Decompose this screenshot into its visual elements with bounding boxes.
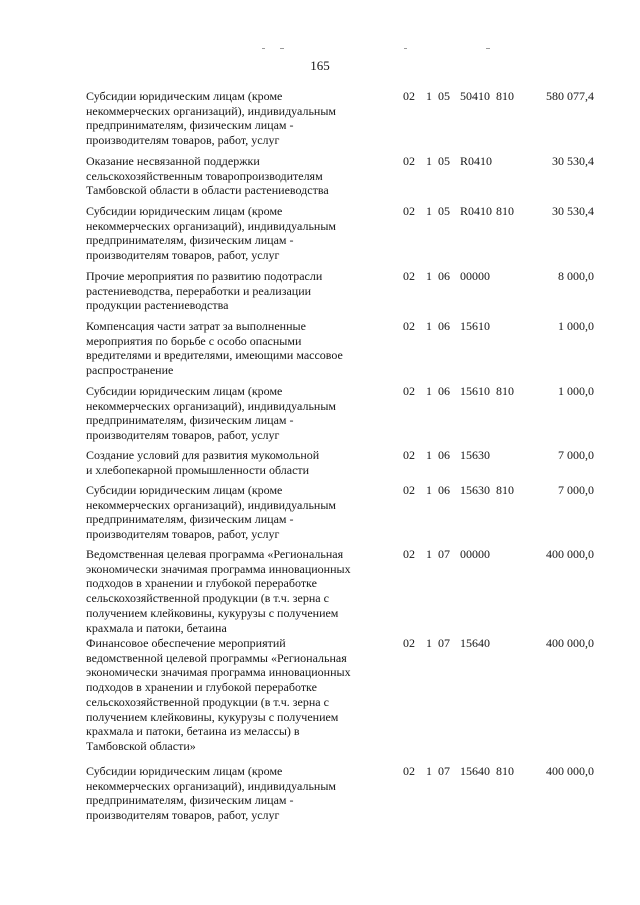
article-code: 00000 (460, 547, 490, 561)
section-code: 02 (403, 636, 415, 650)
section-code: 02 (403, 319, 415, 333)
program-code: 06 (438, 448, 450, 462)
program-code: 07 (438, 547, 450, 561)
description-line: ведомственной целевой программы «Региональная (86, 650, 347, 665)
section-code: 02 (403, 384, 415, 398)
subsection-code: 1 (426, 154, 432, 168)
section-code: 02 (403, 764, 415, 778)
description-line: Создание условий для развития мукомольной (86, 448, 320, 462)
description-line: Ведомственная целевая программа «Региональная (86, 547, 344, 561)
description-line: подходов в хранении и глубокой переработке (86, 576, 317, 591)
program-code: 07 (438, 636, 450, 650)
description-line: Прочие мероприятия по развитию подотрасли (86, 269, 323, 283)
article-code: R0410 (460, 204, 493, 218)
program-code: 07 (438, 764, 450, 778)
description-line: Оказание несвязанной поддержки (86, 154, 260, 168)
description-line: некоммерческих организаций), индивидуальным (86, 497, 336, 512)
description-line: производителям товаров, работ, услуг (86, 527, 280, 542)
description-line: предпринимателям, физическим лицам - (86, 118, 294, 133)
description-line: Тамбовской области в области растениеводства (86, 183, 329, 198)
description-line: крахмала и патоки, бетаина (86, 620, 227, 635)
description-line: получением клейковины, кукурузы с получением (86, 709, 339, 724)
description-line: предпринимателям, физическим лицам - (86, 793, 294, 808)
row-description (86, 269, 386, 313)
description-line: мероприятия по борьбе с особо опасными (86, 333, 302, 348)
row-description (86, 204, 386, 263)
subsection-code: 1 (426, 636, 432, 650)
expense-type-code: 810 (496, 764, 514, 778)
description-line: Субсидии юридическим лицам (кроме (86, 89, 283, 103)
page-number: 165 (310, 58, 330, 73)
description-line: сельскохозяйственным товаропроизводителям (86, 168, 323, 183)
scan-speck (262, 48, 265, 49)
article-code: 15640 (460, 764, 490, 778)
description-line: производителям товаров, работ, услуг (86, 248, 280, 263)
amount: 400 000,0 (546, 547, 594, 561)
program-code: 05 (438, 89, 450, 103)
description-line: предпринимателям, физическим лицам - (86, 233, 294, 248)
subsection-code: 1 (426, 547, 432, 561)
section-code: 02 (403, 204, 415, 218)
description-line: подходов в хранении и глубокой переработке (86, 680, 317, 695)
article-code: 15640 (460, 636, 490, 650)
scan-speck (280, 48, 284, 49)
subsection-code: 1 (426, 89, 432, 103)
program-code: 05 (438, 204, 450, 218)
description-line: экономически значимая программа инновационных (86, 665, 351, 680)
program-code: 05 (438, 154, 450, 168)
amount: 1 000,0 (558, 384, 594, 398)
description-line: Финансовое обеспечение мероприятий (86, 636, 286, 650)
article-code: R0410 (460, 154, 493, 168)
description-line: предпринимателям, физическим лицам - (86, 413, 294, 428)
expense-type-code: 810 (496, 89, 514, 103)
amount: 8 000,0 (558, 269, 594, 283)
section-code: 02 (403, 154, 415, 168)
row-description (86, 636, 386, 754)
expense-type-code: 810 (496, 483, 514, 497)
article-code: 15610 (460, 319, 490, 333)
description-line: некоммерческих организаций), индивидуальным (86, 218, 336, 233)
description-line: некоммерческих организаций), индивидуальным (86, 103, 336, 118)
subsection-code: 1 (426, 764, 432, 778)
row-description (86, 89, 386, 148)
row-description (86, 483, 386, 542)
description-line: Субсидии юридическим лицам (кроме (86, 204, 283, 218)
row-description (86, 384, 386, 443)
program-code: 06 (438, 319, 450, 333)
description-line: и хлебопекарной промышленности области (86, 462, 310, 477)
section-code: 02 (403, 89, 415, 103)
row-description (86, 764, 386, 823)
article-code: 15630 (460, 483, 490, 497)
description-line: производителям товаров, работ, услуг (86, 808, 280, 823)
subsection-code: 1 (426, 204, 432, 218)
description-line: сельскохозяйственной продукции (в т.ч. зерна с (86, 591, 329, 606)
row-description (86, 154, 386, 198)
description-line: некоммерческих организаций), индивидуальным (86, 778, 336, 793)
amount: 7 000,0 (558, 483, 594, 497)
article-code: 50410 (460, 89, 490, 103)
article-code: 15610 (460, 384, 490, 398)
article-code: 15630 (460, 448, 490, 462)
section-code: 02 (403, 547, 415, 561)
description-line: Тамбовской области» (86, 738, 196, 753)
amount: 400 000,0 (546, 636, 594, 650)
description-line: крахмала и патоки, бетаина из мелассы) в (86, 724, 300, 739)
amount: 7 000,0 (558, 448, 594, 462)
description-line: получением клейковины, кукурузы с получением (86, 605, 339, 620)
section-code: 02 (403, 448, 415, 462)
scan-speck (404, 48, 407, 49)
subsection-code: 1 (426, 483, 432, 497)
description-line: экономически значимая программа инновационных (86, 561, 351, 576)
description-line: Субсидии юридическим лицам (кроме (86, 384, 283, 398)
description-line: Субсидии юридическим лицам (кроме (86, 483, 283, 497)
description-line: производителям товаров, работ, услуг (86, 133, 280, 148)
expense-type-code: 810 (496, 204, 514, 218)
amount: 400 000,0 (546, 764, 594, 778)
description-line: вредителями и вредителями, имеющими массовое (86, 348, 343, 363)
description-line: сельскохозяйственной продукции (в т.ч. зерна с (86, 694, 329, 709)
scan-speck (486, 48, 490, 49)
amount: 1 000,0 (558, 319, 594, 333)
subsection-code: 1 (426, 319, 432, 333)
article-code: 00000 (460, 269, 490, 283)
row-description (86, 547, 386, 635)
program-code: 06 (438, 483, 450, 497)
row-description (86, 319, 386, 378)
amount: 30 530,4 (552, 154, 594, 168)
subsection-code: 1 (426, 269, 432, 283)
subsection-code: 1 (426, 384, 432, 398)
description-line: предпринимателям, физическим лицам - (86, 512, 294, 527)
description-line: Компенсация части затрат за выполненные (86, 319, 306, 333)
description-line: растениеводства, переработки и реализации (86, 283, 312, 298)
section-code: 02 (403, 269, 415, 283)
subsection-code: 1 (426, 448, 432, 462)
description-line: Субсидии юридическим лицам (кроме (86, 764, 283, 778)
expense-type-code: 810 (496, 384, 514, 398)
program-code: 06 (438, 269, 450, 283)
description-line: продукции растениеводства (86, 298, 229, 313)
program-code: 06 (438, 384, 450, 398)
description-line: некоммерческих организаций), индивидуальным (86, 398, 336, 413)
description-line: производителям товаров, работ, услуг (86, 428, 280, 443)
amount: 580 077,4 (546, 89, 594, 103)
amount: 30 530,4 (552, 204, 594, 218)
section-code: 02 (403, 483, 415, 497)
row-description (86, 448, 386, 477)
description-line: распространение (86, 363, 174, 378)
